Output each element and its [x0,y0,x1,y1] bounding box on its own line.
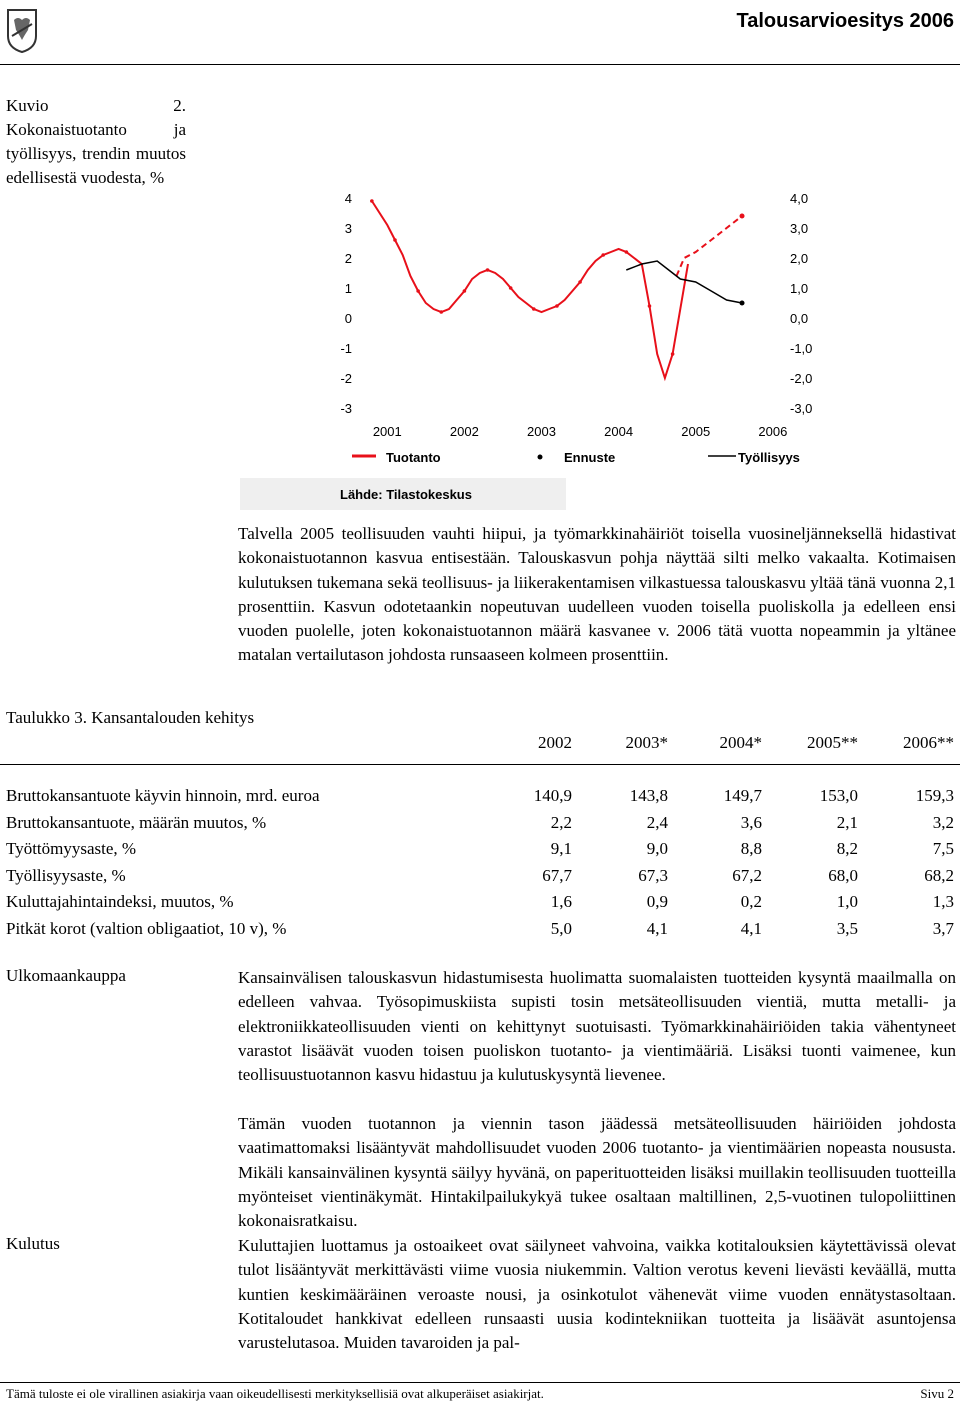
tuotanto-marker [439,310,443,314]
table-cell: 159,3 [915,786,954,805]
legend-label-tyollisyys: Työllisyys [738,450,800,465]
table-cell: 5,0 [550,918,572,938]
tuotanto-marker [509,286,513,290]
tuotanto-marker [532,307,536,311]
table-cell: 0,2 [740,892,762,911]
page-number: Sivu 2 [920,1386,954,1401]
table-cell: 1,0 [836,892,858,911]
y-left-tick-label: 1 [344,281,352,296]
footer-disclaimer: Tämä tuloste ei ole virallinen asiakirja vaan oikeudellisesti merkityksellisiä ovat alkuperäiset asiakirjat. [6,1386,544,1401]
y-left-tick-label: -3 [340,401,352,416]
kulutus-paragraph-1: Kuluttajien luottamus ja ostoaikeet ovat säilyneet vahvoina, vaikka kotitalouksien käytettävissä olevat tulot lisääntyvät merkittävästi viime vuosia niukemmin. Valtion verotus keveni lievästi keväällä, mutta kuntien keskimääräinen veroaste nousi, ja osinkotulot vähenevät viime vuoden ennätystasoltaan. Kotitaloudet hankkivat edelleen runsaasti uusia kodintekniikan tuotteita ja lisäävät asuntojensa varustelutasoa. Muiden tavaroiden ja pal- [238,1236,956,1353]
x-tick-label: 2002 [449,424,479,439]
tuotanto-marker [555,304,559,308]
table-cell: 149,7 [723,786,762,805]
table-col-header: 2003* [625,733,668,752]
y-right-tick-label: 3,0 [790,221,809,236]
y-right-tick-label: 2,0 [790,251,809,266]
table-row-label: Kuluttajahintaindeksi, muutos, % [6,892,234,911]
table-row-label: Pitkät korot (valtion obligaatiot, 10 v), % [6,918,287,938]
y-left-tick-label: 3 [344,221,352,236]
table-cell: 1,6 [550,892,572,911]
table-cell: 4,1 [646,918,668,938]
lion-coat-of-arms-icon [4,6,40,54]
tuotanto-marker [416,289,420,293]
tuotanto-marker [463,289,467,293]
x-tick-label: 2005 [681,424,711,439]
tuotanto-marker [648,304,652,308]
y-left-tick-label: -2 [340,371,352,386]
table-cell: 9,1 [550,839,572,858]
table-header-row [0,733,960,757]
figure-caption: Kuvio 2. Kokonaistuotanto ja työllisyys, trendin muutos edellisestä vuodesta, % [6,96,186,187]
table-row [0,919,960,943]
table-cell: 68,0 [828,865,858,885]
tuotanto-marker [370,199,374,203]
legend-label-tuotanto: Tuotanto [386,450,441,465]
table-row [0,839,960,863]
tuotanto-marker [486,268,490,272]
table-row [0,813,960,837]
table-cell: 3,2 [932,812,954,832]
table-row-label: Työttömyysaste, % [6,839,137,858]
tuotanto-marker [393,238,397,242]
legend-swatch-ennuste [538,455,543,460]
chart [240,178,820,518]
y-right-tick-label: 4,0 [790,191,809,206]
footer-rule [0,1382,960,1383]
table-cell: 143,8 [629,786,668,805]
x-tick-label: 2001 [372,424,402,439]
table-cell: 4,1 [740,918,762,938]
x-tick-label: 2006 [758,424,788,439]
y-left-tick-label: 0 [344,311,352,326]
x-tick-label: 2004 [604,424,634,439]
table-cell: 2,1 [836,812,858,832]
tuotanto-marker [671,352,675,356]
series-line-tuotanto [372,201,688,378]
table-cell: 2,2 [550,812,572,832]
table-row-label: Työllisyysaste, % [6,865,126,885]
tuotanto-marker [625,250,629,254]
y-right-tick-label: -3,0 [790,401,813,416]
ulkomaankauppa-paragraph-1: Kansainvälisen talouskasvun hidastumisesta huolimatta suomalaisten tuotteiden kysyntä maailmalla on edelleen vahvaa. Työsopimuskiista supisti tosin metsäteollisuuden vientiä, mutta metalli- ja elektroniikkateollisuuden vienti on kehittynyt suotuisasti. Työmarkkinahäiriöiden takia vähentyneet varastot lisäävät vuoden toisen puoliskon tuotanto- ja vientimääriä. Lisäksi tuonti vaimenee, kun teollisuustuotannon kasvu hidastuu ja kulutuskysyntä lievenee. [238,968,956,1085]
table-row [0,866,960,890]
table-cell: 8,8 [740,839,762,858]
table-row-label: Bruttokansantuote käyvin hinnoin, mrd. euroa [6,786,320,805]
table-body [0,786,960,946]
ulkomaankauppa-paragraph-2: Tämän vuoden tuotannon ja viennin tason jäädessä metsäteollisuuden häiriöiden johdosta vaatimattomaksi lisääntyvät mahdollisuudet vuoden 2006 tuotanto- ja vientimäärien nopeasta noususta. Mikäli kansainvälinen kysyntä säilyy hyvänä, on paperituotteiden lisäksi muillakin teollisuuden tuotteilla myönteiset vientinäkymät. Hintakilpailukykyä tukee osaltaan maltillinen, 2,5-vuotinen tulopoliittinen kokonaisratkaisu. [238,1114,956,1231]
table-col-header: 2006** [903,733,954,752]
table-cell: 67,7 [542,865,572,885]
table-row [0,786,960,810]
document-header-title: Talousarvioesitys 2006 [736,10,954,32]
section-heading-kulutus: Kulutus [6,1234,60,1253]
y-left-tick-label: -1 [340,341,352,356]
table-cell: 67,3 [638,865,668,885]
table-title: Taulukko 3. Kansantalouden kehitys [6,708,255,727]
y-right-tick-label: 1,0 [790,281,809,296]
y-left-tick-label: 4 [344,191,352,206]
table-cell: 1,3 [932,892,954,911]
table-cell: 68,2 [924,865,954,885]
header-rule [0,64,960,65]
table-rule [0,764,960,765]
table-cell: 3,7 [932,918,954,938]
ennuste-end-marker [740,214,745,219]
table-row-label: Bruttokansantuote, määrän muutos, % [6,812,267,832]
tuotanto-marker [578,280,582,284]
line-chart [240,178,820,518]
table-cell: 140,9 [533,786,572,805]
table-col-header: 2004* [719,733,762,752]
y-right-tick-label: -2,0 [790,371,813,386]
table-cell: 153,0 [819,786,858,805]
table-cell: 3,6 [740,812,762,832]
series-line-ennuste [677,216,743,276]
table-cell: 0,9 [646,892,668,911]
y-right-tick-label: 0,0 [790,311,809,326]
table-col-header: 2002 [538,733,572,752]
table-cell: 7,5 [932,839,954,858]
legend-label-ennuste: Ennuste [564,450,616,465]
table-row [0,892,960,916]
table-cell: 3,5 [836,918,858,938]
y-left-tick-label: 2 [344,251,352,266]
table-cell: 67,2 [732,865,762,885]
tuotanto-marker [601,253,605,257]
table-cell: 9,0 [646,839,668,858]
intro-paragraph: Talvella 2005 teollisuuden vauhti hiipui, ja työmarkkinahäiriöt toisella vuosineljänneksellä hidastivat kokonaistuotannon kasvua entisestään. Talouskasvun pohja näyttää silti melko vakaalta. Kotimaisen kulutuksen tukemana sekä teollisuus- ja liikerakentamisen vilkastuessa talouskasvu yltää tänä vuonna 2,1 prosenttiin. Kasvun odotetaankin nopeutuvan uudelleen vuoden toisella puoliskolla ja edelleen ensi vuoden puolelle, joten kokonaistuotannon määrä kasvanee v. 2006 tätä vuotta nopeammin ja yltänee matalan vertailutason johdosta runsaaseen kolmeen prosenttiin. [238,524,956,665]
tyollisyys-end-marker [740,301,745,306]
table-cell: 2,4 [646,812,668,832]
chart-source: Lähde: Tilastokeskus [340,487,472,502]
table-col-header: 2005** [807,733,858,752]
y-right-tick-label: -1,0 [790,341,813,356]
section-heading-ulkomaankauppa: Ulkomaankauppa [6,966,126,985]
table-cell: 8,2 [836,839,858,858]
x-tick-label: 2003 [527,424,556,439]
